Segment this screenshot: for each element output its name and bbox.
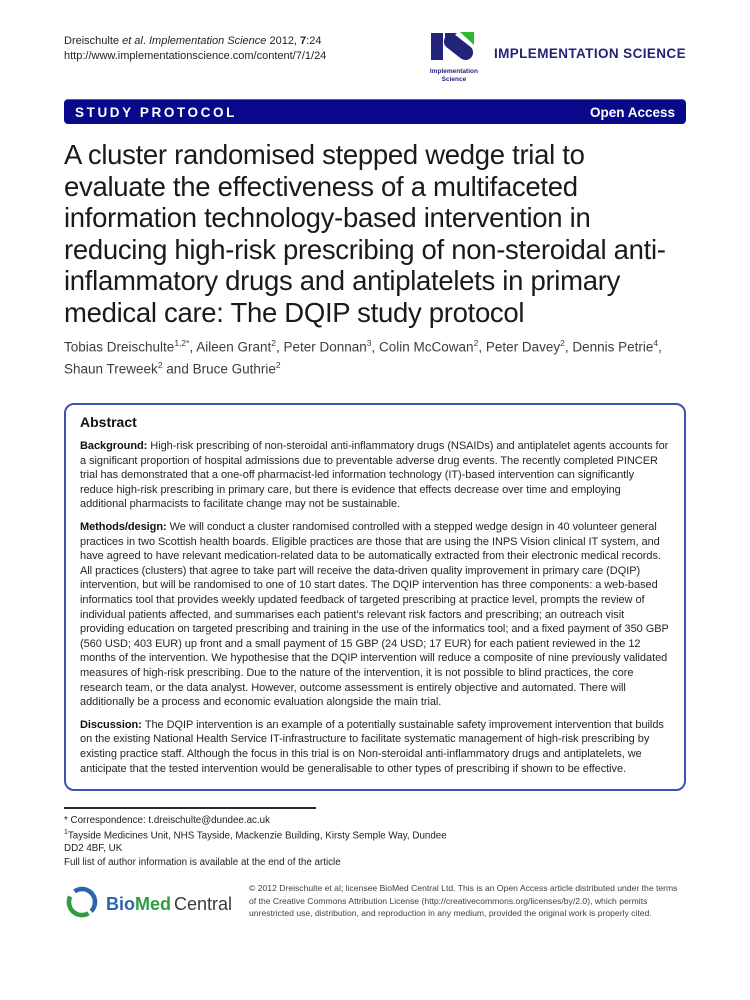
- abstract-box: [64, 403, 686, 791]
- article-type-label: STUDY PROTOCOL: [75, 104, 237, 120]
- abstract-paragraph: Discussion: The DQIP intervention is an example of a potentially sustainable safety improvement intervention that builds on the existing National Health Service IT-infrastructure to facilitate systematic management of high-risk prescribing by existing practice staff. Although the focus in this trial is on Non-steroidal anti-inflammatory drugs and antiplatelets, we anticipate that the tested intervention would be generalisable to other types of prescribing if shown to be effective.: [80, 718, 664, 775]
- journal-logo: [423, 32, 686, 84]
- footnote-block: [64, 807, 462, 869]
- abstract-paragraph: Background: High-risk prescribing of non-steroidal anti-inflammatory drugs (NSAIDs) and antiplatelet agents accounts for a significant proportion of hospital admissions due to preventable adverse drug events. The recently completed PINCER trial has demonstrated that a one-off pharmacist-led information technology (IT)-based intervention can significantly reduce high-risk prescribing in primary care, but there is evidence that effects decrease over time and employing additional pharmacists to facilitate change may not be sustainable.: [80, 440, 669, 511]
- journal-wordmark: IMPLEMENTATION SCIENCE: [493, 46, 686, 61]
- copyright-notice: © 2012 Dreischulte et al; licensee BioMed Central Ltd. This is an Open Access article distributed under the terms of the Creative Commons Attribution License (http://creativecommons.org/licenses/by/2.0), which permits unrestricted use, distribution, and reproduction in any medium, provided the original work is properly cited.: [249, 883, 678, 919]
- biomed-central-logo: [64, 884, 232, 925]
- citation-block: [64, 34, 326, 62]
- implementation-science-is-icon: [430, 32, 478, 67]
- journal-logo-mark: [423, 32, 485, 84]
- article-type-banner: [64, 99, 686, 124]
- logo-caption-line2: Science: [441, 76, 467, 84]
- header-url: http://www.implementationscience.com/content/7/1/24: [64, 49, 327, 62]
- bmc-bio-text: Bio: [106, 894, 135, 915]
- abstract-paragraph: Methods/design: We will conduct a cluster randomised controlled with a stepped wedge design in 40 volunteer general practices in two Scottish health boards. Eligible practices are those that are using the INPS Vision clinical IT system, and have agreed to have relevant medication-related data to be automatically extracted from their electronic medical records. All practices (clusters) that agree to take part will receive the data-driven quality improvement in primary care (DQIP) intervention, but will be randomised to one of 10 start dates. The DQIP intervention has three components: a web-based informatics tool that provides weekly updated feedback of targeted prescribing at practice level, prompts the review of individual patients affected, and summarises each patient’s relevant risk factors and prescribing; an outreach visit providing education on targeted prescribing and training in the use of the informatics tool; and a fixed payment of 350 GBP (560 USD; 403 EUR) up front and a small payment of 15 GBP (24 USD; 17 EUR) for each patient reviewed in the 12 months of the intervention. We hypothesise that the DQIP intervention will reduce a composite of nine previously validated measures of high-risk prescribing. Due to the nature of the intervention, it is not possible to blind practices, the core research team, or the data analyst. However, outcome assessment is entirely objective and automated. There will additionally be a process and economic evaluation alongside the main trial.: [80, 521, 669, 709]
- footnote-divider: [64, 807, 316, 809]
- open-access-label: Open Access: [589, 104, 675, 120]
- abstract-heading: Abstract: [80, 414, 137, 431]
- page-footer: [64, 882, 686, 925]
- affiliation-superscript: 1: [64, 828, 68, 836]
- bmc-med-text: Med: [135, 894, 171, 915]
- correspondence-note: * Correspondence: t.dreischulte@dundee.ac.uk: [64, 815, 271, 827]
- abstract-sections: [80, 439, 670, 776]
- bmc-central-text: Central: [174, 894, 233, 915]
- affiliation-note: [64, 828, 462, 856]
- header-citation: Dreischulte et al. Implementation Science 2012, 7:24: [64, 35, 322, 47]
- affiliation-text: Tayside Medicines Unit, NHS Tayside, Mackenzie Building, Kirsty Semple Way, Dundee DD2 4BF, UK: [64, 829, 447, 855]
- journal-logo-caption: [430, 68, 478, 84]
- page-header: [64, 34, 686, 84]
- biomed-central-circle-icon: [64, 884, 100, 925]
- author-line: Tobias Dreischulte$^{1,2*}$, Aileen Grant$^2$, Peter Donnan$^3$, Colin McCowan$^2$, Peter Davey$^2$, Dennis Petrie$^4$, Shaun Treweek$^2$ and Bruce Guthrie$^2$: [64, 338, 662, 377]
- article-title: A cluster randomised stepped wedge trial to evaluate the effectiveness of a multifaceted information technology-based intervention in reducing high-risk prescribing of non-steroidal anti-inflammatory drugs and antiplatelets in primary medical care: The DQIP study protocol: [64, 139, 666, 328]
- biomed-central-wordmark: [106, 894, 232, 915]
- author-info-note: Full list of author information is available at the end of the article: [64, 856, 341, 868]
- logo-caption-line1: Implementation: [429, 68, 478, 75]
